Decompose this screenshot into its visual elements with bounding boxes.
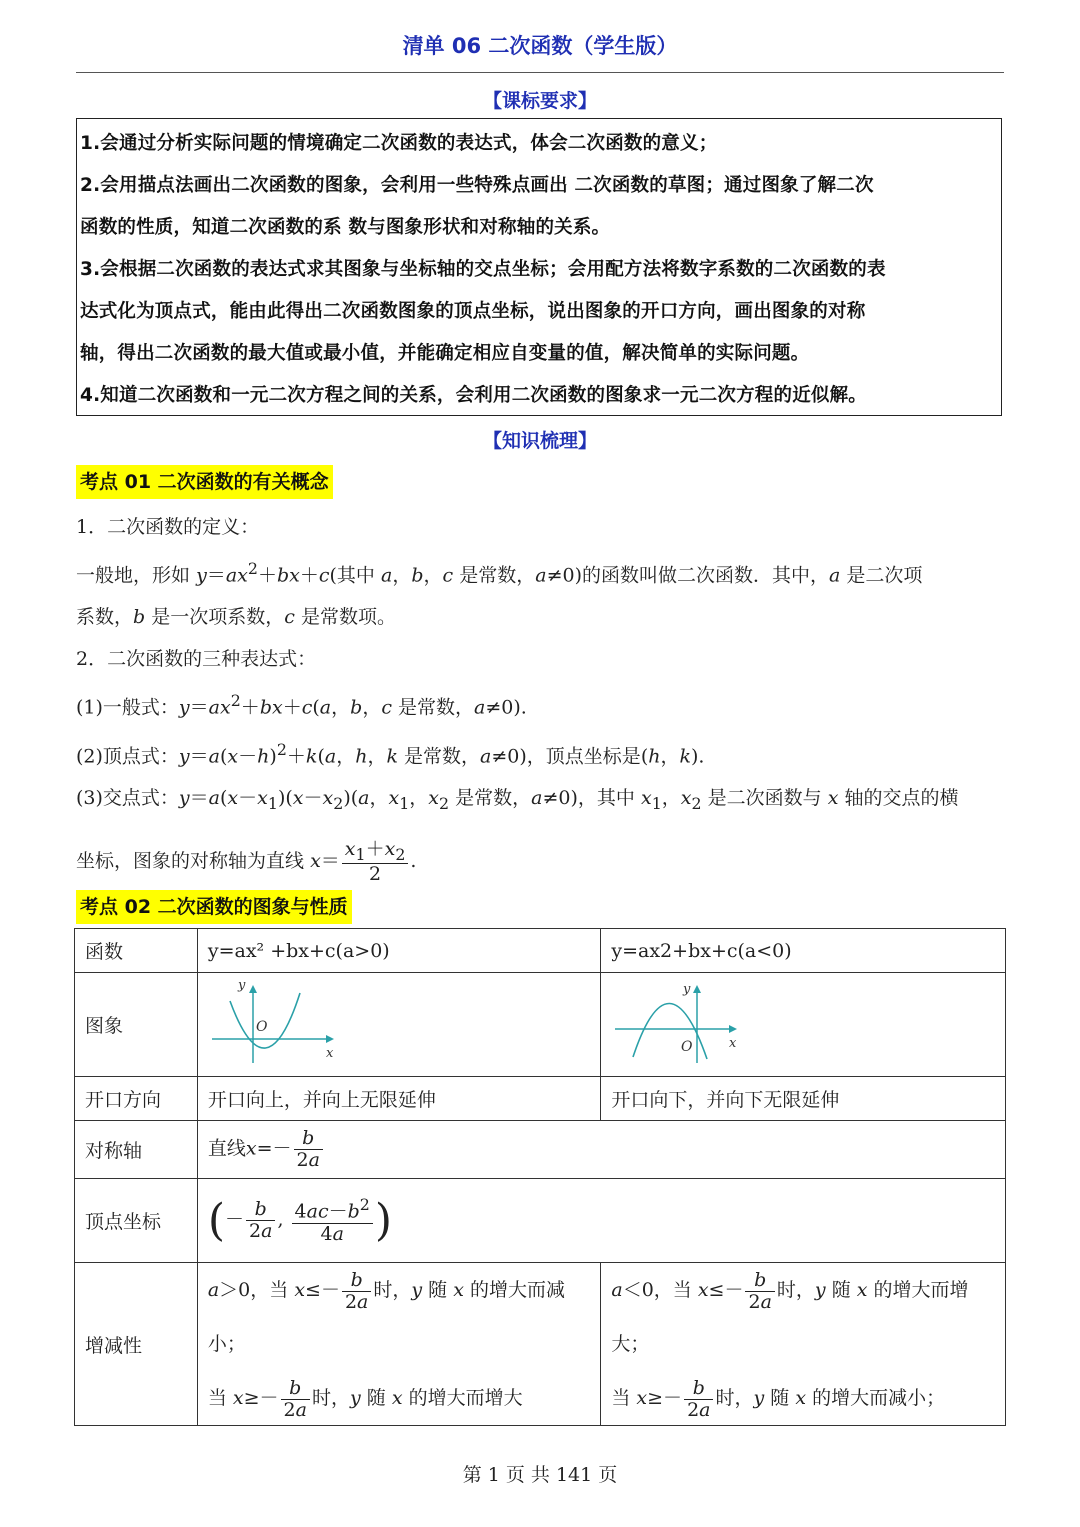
svg-text:O: O	[681, 1039, 693, 1055]
vertex-form: (2)顶点式：$y=a(x-h)^2+k(a$，h，k 是常数，a≠0)，顶点坐标是(h，k).	[76, 739, 705, 767]
row-label: 图象	[75, 973, 198, 1077]
requirement-line: 4.知道二次函数和一元二次方程之间的关系，会利用二次函数的图象求一元二次方程的近似解。	[80, 385, 868, 406]
mono-neg-cell	[601, 1263, 1006, 1426]
svg-text:y: y	[237, 979, 246, 993]
requirements-box	[76, 118, 1002, 416]
mono-pos-line2: 当 x≥－ $\frac{b}{2a}$ 时，y 随 x 的增大而增大	[207, 1376, 523, 1421]
row-label: 对称轴	[75, 1121, 198, 1179]
table-row	[75, 1121, 1006, 1179]
axis-of-symmetry-line: 坐标，图象的对称轴为直线 x＝ $\frac{x_1+x_2}{2}$ .	[76, 837, 417, 885]
requirement-line: 达式化为顶点式，能由此得出二次函数图象的顶点坐标，说出图象的开口方向，画出图象的对称	[80, 301, 866, 322]
svg-text:x: x	[325, 1046, 334, 1061]
vertex-cell: (－ $\frac{b}{2a}$ , $\frac{4ac-b^2}{4a}$ )	[197, 1179, 1005, 1263]
mono-neg-line1: a＜0，当 x≤－ $\frac{b}{2a}$ 时，y 随 x 的增大而增大；	[611, 1268, 969, 1355]
requirement-line: 函数的性质，知道二次函数的系 数与图象形状和对称轴的关系。	[80, 217, 611, 238]
graph-neg-cell	[601, 973, 1006, 1077]
requirement-line: 3.会根据二次函数的表达式求其图象与坐标轴的交点坐标；会用配方法将数字系数的二次函数的表	[80, 259, 886, 280]
downward-parabola-graph	[611, 979, 741, 1065]
requirement-line: 2.会用描点法画出二次函数的图象，会利用一些特殊点画出 二次函数的草图；通过图象了解二次	[80, 175, 874, 196]
row-label: 增减性	[75, 1263, 198, 1426]
kp2-title: 考点 02 二次函数的图象与性质	[76, 890, 352, 924]
table-row	[75, 1179, 1006, 1263]
mono-pos-line1: a＞0，当 x≤－ $\frac{b}{2a}$ 时，y 随 x 的增大而减小；	[207, 1268, 566, 1355]
page-title: 清单 06 二次函数（学生版）	[402, 34, 678, 58]
header-divider	[76, 72, 1004, 73]
table-row	[75, 973, 1006, 1077]
row-label: 顶点坐标	[75, 1179, 198, 1263]
general-form: (1)一般式：$y=ax^2+bx+c(a$，b，c 是常数，a≠0).	[76, 691, 527, 719]
definition-line-2: 系数，b 是一次项系数，c 是常数项。	[76, 606, 396, 629]
svg-text:O: O	[255, 1019, 268, 1035]
svg-text:x: x	[729, 1036, 737, 1051]
intercept-form: (3)交点式：$y=a(x-x_1)(x-x_2)(a$，$x_1$，$x_2$ 是常数，a≠0)，其中 $x_1$，$x_2$ 是二次函数与 x 轴的交点的横	[76, 786, 959, 813]
func-neg-cell: y=ax2+bx+c(a<0)	[601, 929, 1006, 973]
definition-line-1: 一般地，形如 $y=ax^2+bx+c$(其中 a，b，c 是常数，a≠0)的函数叫做二次函数．其中，a 是二次项	[76, 559, 923, 587]
mono-neg-line2: 当 x≥－ $\frac{b}{2a}$ 时，y 随 x 的增大而减小；	[611, 1376, 946, 1421]
svg-text:y: y	[683, 982, 691, 997]
table-row	[75, 1077, 1006, 1121]
page-footer: 第 1 页 共 141 页	[462, 1464, 618, 1486]
requirement-line: 1.会通过分析实际问题的情境确定二次函数的表达式，体会二次函数的意义；	[80, 133, 718, 154]
requirement-line: 轴，得出二次函数的最大值或最小值，并能确定相应自变量的值，解决简单的实际问题。	[80, 343, 810, 364]
row-label: 函数	[75, 929, 198, 973]
forms-heading: 2．二次函数的三种表达式：	[76, 648, 317, 671]
kp1-body	[76, 506, 1006, 885]
definition-heading: 1．二次函数的定义：	[76, 516, 260, 538]
func-pos-cell: y=ax² +bx+c(a>0)	[197, 929, 601, 973]
knowledge-heading: 【知识梳理】	[482, 430, 597, 452]
open-pos-cell: 开口向上，并向上无限延伸	[197, 1077, 601, 1121]
graph-pos-cell	[197, 973, 601, 1077]
row-label: 开口方向	[75, 1077, 198, 1121]
open-neg-cell: 开口向下，并向下无限延伸	[601, 1077, 1006, 1121]
table-row	[75, 1263, 1006, 1426]
table-row	[75, 929, 1006, 973]
mono-pos-cell	[197, 1263, 601, 1426]
axis-cell: 直线x=－ $\frac{b}{2a}$	[197, 1121, 1005, 1179]
upward-parabola-graph	[208, 979, 338, 1065]
kp1-title: 考点 01 二次函数的有关概念	[76, 465, 333, 499]
axis-fraction: $\frac{x_1+x_2}{2}$	[342, 839, 409, 885]
requirements-heading: 【课标要求】	[482, 90, 597, 112]
properties-table	[74, 928, 1006, 1426]
